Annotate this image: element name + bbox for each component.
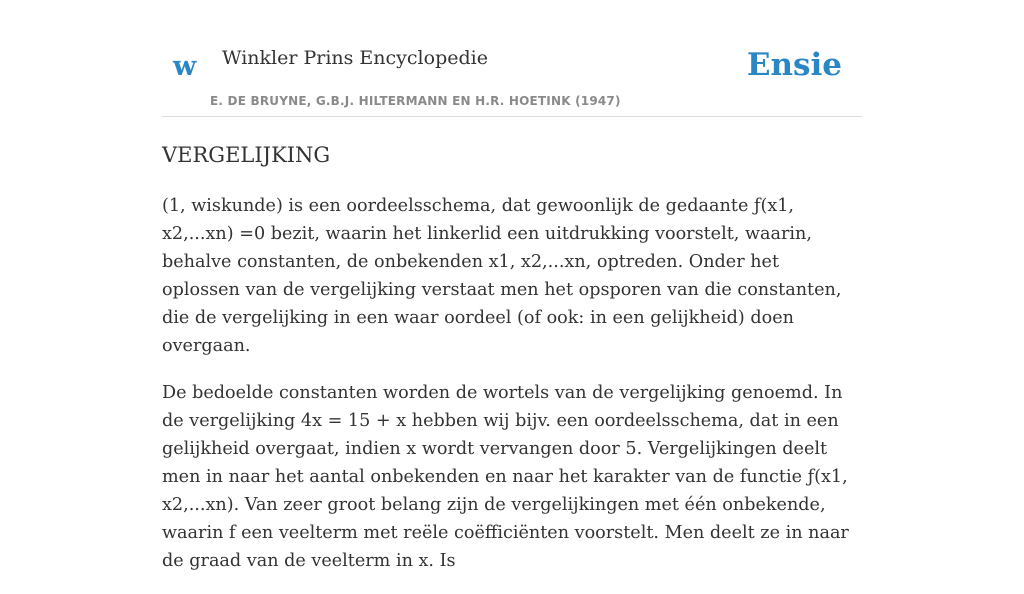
article-paragraph: (1, wiskunde) is een oordeelsschema, dat gewoonlijk de gedaante ƒ(x1, x2,...xn) =0 bezit, waarin het linkerlid een uitdrukking voorstelt, waarin, behalve constanten, de onbekenden x1, x2,...xn, optreden. Onder het oplossen van de vergelijking verstaat men het opsporen van die constanten, die de vergelijking in een waar oordeel (of ook: in een gelijkheid) doen overgaan. [162, 196, 842, 356]
source-title[interactable]: Winkler Prins Encyclopedie [222, 47, 488, 69]
article-body [162, 192, 862, 594]
article-paragraph: De bedoelde constanten worden de wortels van de vergelijking genoemd. In de vergelijking 4x = 15 + x hebben wij bijv. een oordeelsschema, dat in een gelijkheid overgaat, indien x wordt vervangen door 5. Vergelijkingen deelt men in naar het aantal onbekenden en naar het karakter van de functie ƒ(x1, x2,...xn). Van zeer groot belang zijn de vergelijkingen met één onbekende, waarin f een veelterm met reële coëfficiënten voorstelt. Men deelt ze in naar de graad van de veelterm in x. Is [162, 383, 849, 571]
source-header [162, 0, 862, 117]
article-title: VERGELIJKING [162, 143, 331, 167]
brand-logo[interactable]: Ensie [746, 47, 842, 83]
page [162, 0, 862, 571]
source-authors: E. DE BRUYNE, G.B.J. HILTERMANN EN H.R. HOETINK (1947) [210, 94, 621, 108]
source-logo[interactable]: w [173, 51, 197, 82]
